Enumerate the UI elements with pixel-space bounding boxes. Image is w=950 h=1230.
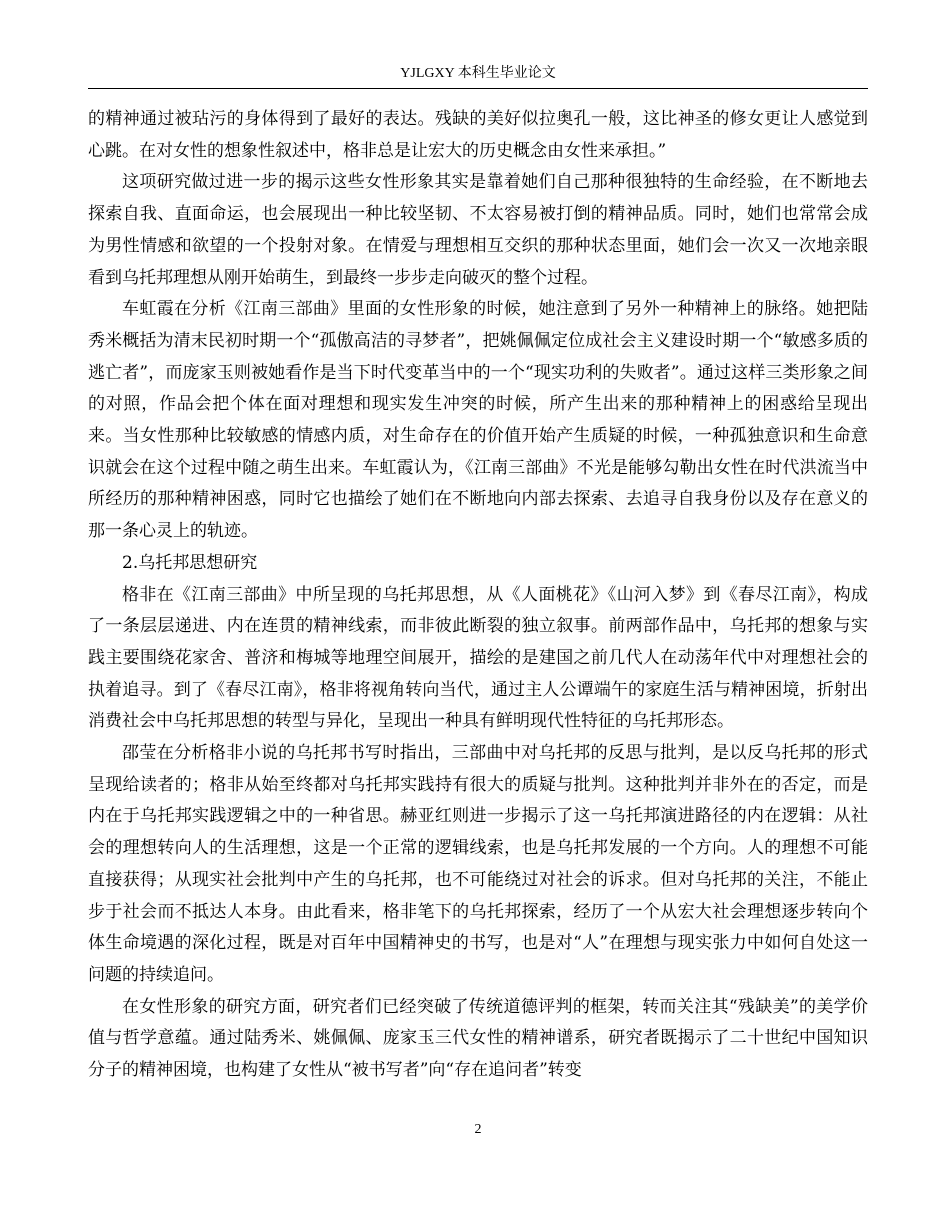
paragraph: 这项研究做过进一步的揭示这些女性形象其实是靠着她们自己那种很独特的生命经验，在不断地去探索自我、直面命运，也会展现出一种比较坚韧、不太容易被打倒的精神品质。同时，她们也常常会成为男性情感和欲望的一个投射对象。在情爱与理想相互交织的那种状态里面，她们会一次又一次地亲眼看到乌托邦理想从刚开始萌生，到最终一步步走向破灭的整个过程。: [88, 172, 868, 288]
body-text: [88, 104, 868, 1087]
header-rule: [88, 88, 868, 89]
paragraph: 格非在《江南三部曲》中所呈现的乌托邦思想，从《人面桃花》《山河入梦》到《春尽江南》，构成了一条层层递进、内在连贯的精神线索，而非彼此断裂的独立叙事。前两部作品中，乌托邦的想象与实践主要围绕花家舍、普济和梅城等地理空间展开，描绘的是建国之前几代人在动荡年代中对理想社会的执着追寻。到了《春尽江南》，格非将视角转向当代，通过主人公谭端午的家庭生活与精神困境，折射出消费社会中乌托邦思想的转型与异化，呈现出一种具有鲜明现代性特征的乌托邦形态。: [88, 584, 868, 732]
paragraph: 在女性形象的研究方面，研究者们已经突破了传统道德评判的框架，转而关注其“残缺美”的美学价值与哲学意蕴。通过陆秀米、姚佩佩、庞家玉三代女性的精神谱系，研究者既揭示了二十世纪中国知识分子的精神困境，也构建了女性从“被书写者”向“存在追问者”转变: [88, 996, 868, 1081]
page-number: 2: [474, 1122, 482, 1137]
paragraph: 车虹霞在分析《江南三部曲》里面的女性形象的时候，她注意到了另外一种精神上的脉络。她把陆秀米概括为清末民初时期一个“孤傲高洁的寻梦者”，把姚佩佩定位成社会主义建设时期一个“敏感多质的逃亡者”，而庞家玉则被她看作是当下时代变革当中的一个“现实功利的失败者”。通过这样三类形象之间的对照，作品会把个体在面对理想和现实发生冲突的时候，所产生出来的那种精神上的困惑给呈现出来。当女性那种比较敏感的情感内质，对生命存在的价值开始产生质疑的时候，一种孤独意识和生命意识就会在这个过程中随之萌生出来。车虹霞认为，《江南三部曲》不光是能够勾勒出女性在时代洪流当中所经历的那种精神困惑，同时它也描绘了她们在不断地向内部去探索、去追寻自我身份以及存在意义的那一条心灵上的轨迹。: [88, 299, 868, 542]
paragraph-continuation: 的精神通过被玷污的身体得到了最好的表达。残缺的美好似拉奥孔一般，这比神圣的修女更让人感觉到心跳。在对女性的想象性叙述中，格非总是让宏大的历史概念由女性来承担。”: [88, 109, 868, 161]
section-heading: 2.乌托邦思想研究: [122, 552, 258, 573]
page-header: YJLGXY 本科生毕业论文: [400, 66, 556, 81]
paragraph: 邵莹在分析格非小说的乌托邦书写时指出，三部曲中对乌托邦的反思与批判，是以反乌托邦的形式呈现给读者的；格非从始至终都对乌托邦实践持有很大的质疑与批判。这种批判并非外在的否定，而是内在于乌托邦实践逻辑之中的一种省思。赫亚红则进一步揭示了这一乌托邦演进路径的内在逻辑：从社会的理想转向人的生活理想，这是一个正常的逻辑线索，也是乌托邦发展的一个方向。人的理想不可能直接获得；从现实社会批判中产生的乌托邦，也不可能绕过对社会的诉求。但对乌托邦的关注，不能止步于社会而不抵达人本身。由此看来，格非笔下的乌托邦探索，经历了一个从宏大社会理想逐步转向个体生命境遇的深化过程，既是对百年中国精神史的书写，也是对“人”在理想与现实张力中如何自处这一问题的持续追问。: [88, 743, 868, 985]
